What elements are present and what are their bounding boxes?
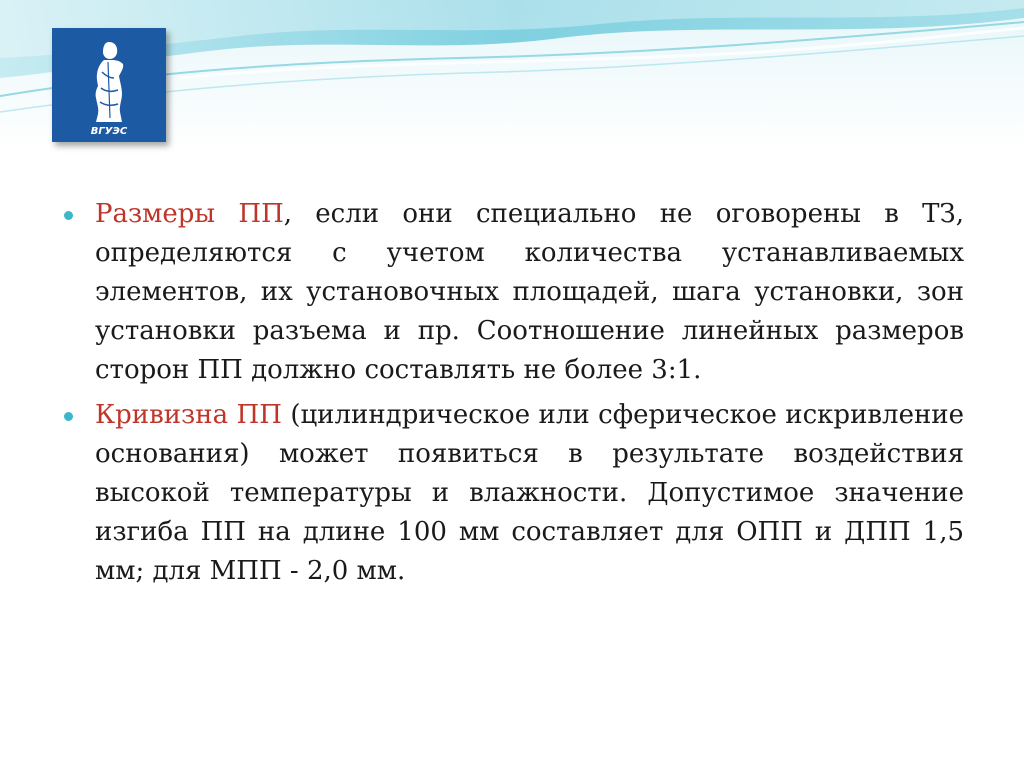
bullet-item — [64, 396, 964, 591]
bullet-text: , если они специально не оговорены в ТЗ, определяются с учетом количества устанавливаемых элементов, их установочных площадей, шага установки, зон установки разъема и пр. Соотношение линейных размеров сторон ПП должно составлять не более 3:1. — [95, 199, 964, 385]
bullet-item — [64, 195, 964, 390]
statue-icon — [52, 28, 166, 142]
university-logo — [52, 28, 166, 142]
bullet-text: (цилиндрическое или сферическое искривление основания) может появиться в результате воздействия высокой температуры и влажности. Допустимое значение изгиба ПП на длине 100 мм составляет для ОПП и ДПП 1,5 мм; для МПП - 2,0 мм. — [95, 400, 964, 586]
bullet-lead: Кривизна ПП — [95, 400, 282, 430]
slide-body — [64, 195, 964, 597]
logo-text: ВГУЭС — [90, 126, 128, 137]
bullet-dot-icon — [64, 412, 73, 421]
bullet-dot-icon — [64, 211, 73, 220]
bullet-lead: Размеры ПП — [95, 199, 284, 229]
